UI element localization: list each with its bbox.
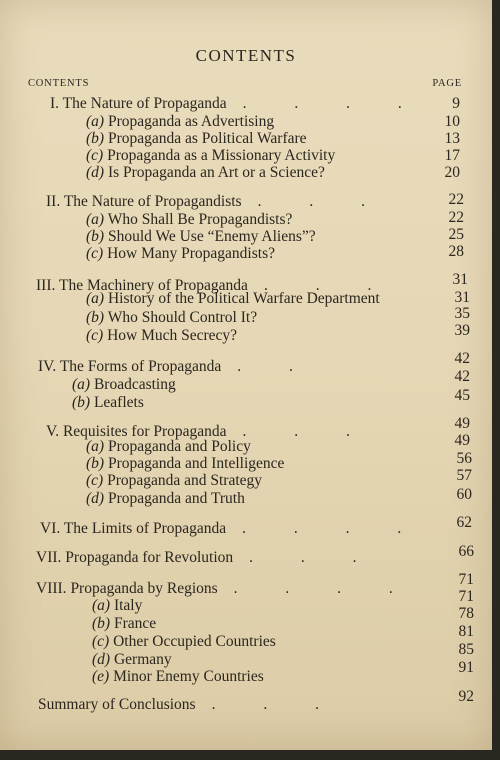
- toc-section-heading: I. The Nature of Propaganda . . . .: [50, 95, 424, 112]
- entry-title: Who Shall Be Propagandists?: [107, 211, 293, 228]
- entry-page: 10: [444, 113, 460, 130]
- toc-subentry: [86, 309, 257, 326]
- entry-letter: (b): [86, 130, 105, 147]
- section-page: 49: [454, 415, 470, 432]
- section-page: 9: [452, 95, 460, 112]
- entry-page: 20: [444, 164, 460, 181]
- entry-page: 35: [454, 305, 470, 322]
- summary-page: 92: [458, 688, 474, 705]
- toc-section-heading: VI. The Limits of Propaganda . . . .: [40, 520, 424, 537]
- entry-title: Broadcasting: [93, 376, 176, 393]
- entry-page: 56: [456, 450, 472, 467]
- entry-page: 45: [454, 387, 470, 404]
- toc-subentry: [86, 472, 262, 489]
- entry-page: 42: [454, 368, 470, 385]
- section-page: 71: [458, 571, 474, 588]
- entry-letter: (b): [86, 228, 105, 245]
- entry-page: 17: [444, 147, 460, 164]
- section-title: Requisites for Propaganda: [62, 423, 227, 440]
- entry-letter: (b): [86, 455, 105, 472]
- entry-title: Italy: [113, 597, 143, 614]
- summary-title: Summary of Conclusions: [38, 696, 196, 713]
- toc-subentry: [72, 376, 176, 393]
- section-title: The Nature of Propagandists: [63, 193, 242, 210]
- entry-letter: (c): [92, 633, 110, 650]
- entry-letter: (d): [86, 490, 105, 507]
- entry-title: Other Occupied Countries: [113, 633, 276, 650]
- toc-subentry: [86, 438, 251, 455]
- entry-title: Propaganda and Truth: [107, 490, 245, 507]
- entry-letter: (a): [92, 597, 111, 614]
- entry-letter: (a): [86, 211, 105, 228]
- entry-page: 31: [454, 289, 470, 306]
- entry-title: Leaflets: [93, 394, 144, 411]
- section-page: 42: [454, 350, 470, 367]
- page-column-label: PAGE: [432, 78, 462, 89]
- section-page: 31: [452, 271, 468, 288]
- entry-page: 91: [458, 659, 474, 676]
- section-number: III.: [36, 277, 56, 294]
- entry-title: Propaganda as Political Warfare: [107, 130, 307, 147]
- section-title: The Limits of Propaganda: [63, 520, 227, 537]
- entry-title: Minor Enemy Countries: [113, 668, 264, 685]
- entry-page: 85: [458, 641, 474, 658]
- entry-title: France: [113, 615, 157, 632]
- toc-subentry: [86, 130, 307, 147]
- section-page: 66: [458, 543, 474, 560]
- toc-subentry: [86, 290, 380, 307]
- entry-title: Who Should Control It?: [107, 309, 258, 326]
- entry-title: Propaganda and Intelligence: [107, 455, 285, 472]
- toc-subentry: [92, 597, 142, 614]
- toc-subentry: [86, 228, 316, 245]
- entry-letter: (a): [72, 376, 91, 393]
- section-title: The Nature of Propaganda: [62, 95, 227, 112]
- entry-letter: (a): [86, 113, 105, 130]
- entry-title: How Many Propagandists?: [107, 245, 275, 262]
- entry-page: 22: [448, 209, 464, 226]
- entry-title: Propaganda and Policy: [107, 438, 251, 455]
- entry-letter: (a): [86, 290, 105, 307]
- entry-letter: (c): [86, 472, 104, 489]
- entry-page: 25: [448, 226, 464, 243]
- toc-subentry: [92, 633, 276, 650]
- entry-letter: (b): [86, 309, 105, 326]
- toc-subentry: [86, 113, 274, 130]
- toc-section-heading: IV. The Forms of Propaganda . .: [38, 358, 315, 375]
- toc-subentry: [86, 211, 292, 228]
- entry-title: History of the Political Warfare Department: [107, 290, 380, 307]
- entry-letter: (a): [86, 438, 105, 455]
- entry-page: 78: [458, 605, 474, 622]
- entry-letter: (d): [86, 164, 105, 181]
- toc-section-heading: II. The Nature of Propagandists . . .: [46, 193, 387, 210]
- entry-title: How Much Secrecy?: [107, 327, 238, 344]
- toc-subentry: [86, 245, 275, 262]
- section-number: I.: [50, 95, 60, 112]
- entry-page: 39: [454, 322, 470, 339]
- entry-letter: (e): [92, 668, 110, 685]
- section-number: VIII.: [36, 580, 67, 597]
- entry-title: Should We Use “Enemy Aliens”?: [107, 228, 316, 245]
- entry-title: Propaganda as a Missionary Activity: [107, 147, 336, 164]
- section-title: The Forms of Propaganda: [59, 358, 222, 375]
- toc-section-heading: III. The Machinery of Propaganda . . .: [36, 277, 394, 294]
- toc-subentry: [92, 651, 172, 668]
- entry-title: Is Propaganda an Art or a Science?: [107, 164, 325, 181]
- toc-subentry: [86, 147, 335, 164]
- toc-section-heading: V. Requisites for Propaganda . . .: [46, 423, 372, 440]
- toc-section-heading: VIII. Propaganda by Regions . . . .: [36, 580, 415, 597]
- entry-letter: (b): [72, 394, 91, 411]
- entry-letter: (d): [92, 651, 111, 668]
- toc-subentry: [92, 615, 156, 632]
- entry-title: Propaganda as Advertising: [107, 113, 275, 130]
- toc-section-heading: VII. Propaganda for Revolution . . .: [36, 549, 379, 566]
- toc-subentry: [92, 668, 264, 685]
- toc-subentry: [86, 164, 325, 181]
- entry-title: Germany: [113, 651, 172, 668]
- entry-page: 60: [456, 486, 472, 503]
- entry-page: 81: [458, 623, 474, 640]
- section-page: 22: [448, 191, 464, 208]
- section-title: Propaganda for Revolution: [65, 549, 234, 566]
- toc-subentry: [86, 455, 284, 472]
- entry-page: 71: [458, 588, 474, 605]
- page-heading: CONTENTS: [195, 46, 297, 65]
- section-title: Propaganda by Regions: [70, 580, 218, 597]
- entry-letter: (c): [86, 147, 104, 164]
- section-number: VII.: [36, 549, 62, 566]
- toc-subentry: [86, 490, 245, 507]
- entry-page: 28: [448, 243, 464, 260]
- section-number: VI.: [40, 520, 61, 537]
- entry-page: 13: [444, 130, 460, 147]
- section-number: II.: [46, 193, 61, 210]
- section-title: The Machinery of Propaganda: [58, 277, 248, 294]
- entry-page: 57: [456, 467, 472, 484]
- section-number: V.: [46, 423, 60, 440]
- toc-subentry: [86, 327, 237, 344]
- section-number: IV.: [38, 358, 57, 375]
- entry-letter: (c): [86, 245, 104, 262]
- section-page: 62: [456, 514, 472, 531]
- entry-letter: (c): [86, 327, 104, 344]
- entry-letter: (b): [92, 615, 111, 632]
- entry-title: Propaganda and Strategy: [107, 472, 263, 489]
- contents-column-label: CONTENTS: [28, 78, 90, 89]
- entry-page: 49: [454, 432, 470, 449]
- toc-subentry: [72, 394, 144, 411]
- toc-summary-entry: Summary of Conclusions . . .: [38, 696, 341, 713]
